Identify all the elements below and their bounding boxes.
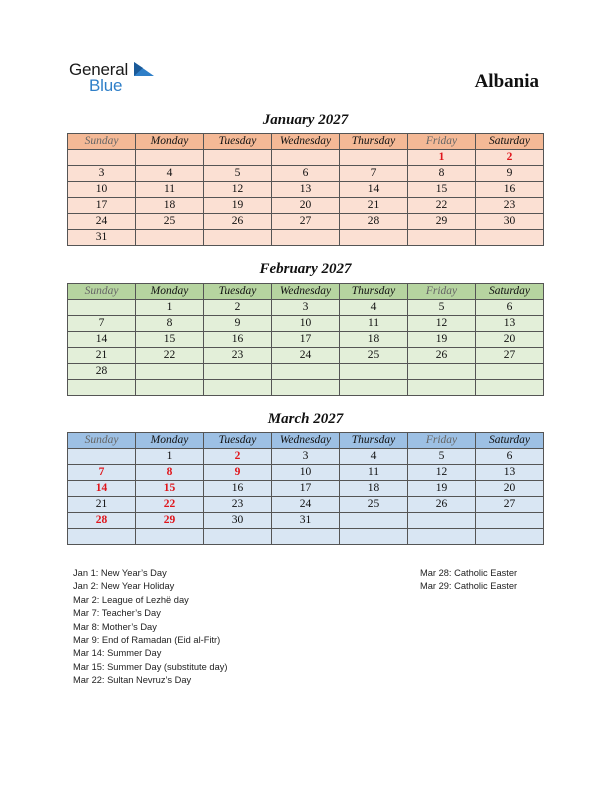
week-row: [68, 465, 544, 481]
week-row: [68, 300, 544, 316]
empty-day-cell: [136, 364, 204, 380]
empty-day-cell: [340, 529, 408, 545]
day-cell: 7: [68, 465, 136, 481]
day-cell: 14: [68, 332, 136, 348]
day-cell: 5: [204, 166, 272, 182]
day-cell: 13: [272, 182, 340, 198]
day-cell: 24: [68, 214, 136, 230]
day-cell: 2: [204, 300, 272, 316]
empty-day-cell: [340, 513, 408, 529]
logo-general-text: General: [69, 60, 129, 79]
day-cell: 6: [272, 166, 340, 182]
logo-blue-text: Blue: [89, 76, 123, 95]
day-cell: 27: [272, 214, 340, 230]
logo-triangle-icon: [134, 62, 154, 76]
day-cell: 25: [136, 214, 204, 230]
day-cell: 27: [476, 348, 544, 364]
day-cell: 18: [340, 481, 408, 497]
day-cell: 18: [340, 332, 408, 348]
empty-day-cell: [204, 230, 272, 246]
empty-day-cell: [408, 513, 476, 529]
day-cell: 11: [340, 465, 408, 481]
day-cell: 20: [476, 481, 544, 497]
empty-day-cell: [68, 150, 136, 166]
week-row: [68, 380, 544, 396]
holiday-item: Mar 22: Sultan Nevruz’s Day: [73, 675, 192, 686]
day-cell: 24: [272, 348, 340, 364]
day-cell: 12: [204, 182, 272, 198]
day-cell: 11: [136, 182, 204, 198]
empty-day-cell: [136, 380, 204, 396]
day-cell: 8: [136, 316, 204, 332]
day-cell: 9: [204, 316, 272, 332]
day-cell: 11: [340, 316, 408, 332]
weekday-header-row: [68, 284, 544, 300]
empty-day-cell: [408, 529, 476, 545]
empty-day-cell: [136, 230, 204, 246]
weekday-sunday: Sunday: [68, 284, 136, 300]
empty-day-cell: [272, 380, 340, 396]
day-cell: 12: [408, 316, 476, 332]
holiday-item: Mar 14: Summer Day: [73, 648, 162, 659]
day-cell: 22: [408, 198, 476, 214]
day-cell: 28: [68, 513, 136, 529]
week-row: [68, 529, 544, 545]
day-cell: 1: [136, 449, 204, 465]
weekday-friday: Friday: [408, 284, 476, 300]
calendar-january: [67, 133, 544, 246]
day-cell: 6: [476, 300, 544, 316]
day-cell: 8: [408, 166, 476, 182]
day-cell: 16: [204, 332, 272, 348]
day-cell: 25: [340, 348, 408, 364]
weekday-header-row: [68, 134, 544, 150]
day-cell: 23: [476, 198, 544, 214]
holiday-item: Mar 7: Teacher’s Day: [73, 608, 161, 619]
holiday-list-right: [420, 567, 517, 594]
day-cell: 15: [136, 332, 204, 348]
day-cell: 2: [204, 449, 272, 465]
empty-day-cell: [68, 449, 136, 465]
day-cell: 6: [476, 449, 544, 465]
day-cell: 15: [136, 481, 204, 497]
week-row: [68, 182, 544, 198]
weekday-sunday: Sunday: [68, 433, 136, 449]
holiday-item: Mar 8: Mother’s Day: [73, 621, 157, 632]
day-cell: 3: [272, 300, 340, 316]
week-row: [68, 214, 544, 230]
day-cell: 14: [68, 481, 136, 497]
day-cell: 4: [136, 166, 204, 182]
day-cell: 13: [476, 465, 544, 481]
day-cell: 15: [408, 182, 476, 198]
weekday-wednesday: Wednesday: [272, 134, 340, 150]
weekday-friday: Friday: [408, 134, 476, 150]
week-row: [68, 481, 544, 497]
week-row: [68, 198, 544, 214]
day-cell: 24: [272, 497, 340, 513]
day-cell: 1: [408, 150, 476, 166]
day-cell: 10: [272, 465, 340, 481]
holiday-item: Mar 2: League of Lezhë day: [73, 594, 189, 605]
empty-day-cell: [340, 380, 408, 396]
calendar-february: [67, 283, 544, 396]
day-cell: 3: [68, 166, 136, 182]
day-cell: 23: [204, 348, 272, 364]
weekday-thursday: Thursday: [340, 284, 408, 300]
month-title-january: January 2027: [262, 112, 349, 128]
day-cell: 22: [136, 497, 204, 513]
day-cell: 29: [408, 214, 476, 230]
day-cell: 19: [204, 198, 272, 214]
empty-day-cell: [204, 364, 272, 380]
day-cell: 28: [340, 214, 408, 230]
day-cell: 19: [408, 481, 476, 497]
day-cell: 14: [340, 182, 408, 198]
empty-day-cell: [408, 380, 476, 396]
week-row: [68, 497, 544, 513]
week-row: [68, 513, 544, 529]
day-cell: 16: [204, 481, 272, 497]
empty-day-cell: [68, 380, 136, 396]
day-cell: 10: [272, 316, 340, 332]
empty-day-cell: [68, 529, 136, 545]
day-cell: 4: [340, 449, 408, 465]
day-cell: 8: [136, 465, 204, 481]
day-cell: 7: [340, 166, 408, 182]
day-cell: 22: [136, 348, 204, 364]
day-cell: 10: [68, 182, 136, 198]
holiday-item: Mar 28: Catholic Easter: [420, 568, 518, 578]
day-cell: 9: [476, 166, 544, 182]
country-title: Albania: [474, 71, 539, 92]
day-cell: 31: [68, 230, 136, 246]
weekday-monday: Monday: [136, 134, 204, 150]
holiday-item: Mar 15: Summer Day (substitute day): [73, 661, 228, 672]
calendar-march: [67, 432, 544, 545]
empty-day-cell: [476, 364, 544, 380]
day-cell: 5: [408, 300, 476, 316]
weekday-thursday: Thursday: [340, 433, 408, 449]
day-cell: 20: [476, 332, 544, 348]
day-cell: 4: [340, 300, 408, 316]
empty-day-cell: [136, 529, 204, 545]
weekday-sunday: Sunday: [68, 134, 136, 150]
day-cell: 27: [476, 497, 544, 513]
weekday-saturday: Saturday: [476, 134, 544, 150]
day-cell: 26: [204, 214, 272, 230]
week-row: [68, 150, 544, 166]
weekday-monday: Monday: [136, 433, 204, 449]
day-cell: 5: [408, 449, 476, 465]
day-cell: 23: [204, 497, 272, 513]
month-title-march: March 2027: [267, 411, 344, 427]
empty-day-cell: [408, 364, 476, 380]
brand-logo: [69, 60, 169, 96]
empty-day-cell: [68, 300, 136, 316]
empty-day-cell: [204, 380, 272, 396]
holiday-item: Mar 9: End of Ramadan (Eid al-Fitr): [73, 635, 221, 646]
day-cell: 17: [272, 481, 340, 497]
day-cell: 29: [136, 513, 204, 529]
day-cell: 31: [272, 513, 340, 529]
holiday-item: Jan 2: New Year Holiday: [73, 581, 175, 592]
day-cell: 30: [204, 513, 272, 529]
empty-day-cell: [476, 529, 544, 545]
empty-day-cell: [476, 230, 544, 246]
weekday-tuesday: Tuesday: [204, 134, 272, 150]
day-cell: 30: [476, 214, 544, 230]
empty-day-cell: [136, 150, 204, 166]
empty-day-cell: [272, 230, 340, 246]
day-cell: 20: [272, 198, 340, 214]
empty-day-cell: [340, 230, 408, 246]
weekday-friday: Friday: [408, 433, 476, 449]
weekday-thursday: Thursday: [340, 134, 408, 150]
week-row: [68, 332, 544, 348]
holiday-item: Jan 1: New Year’s Day: [73, 568, 167, 578]
week-row: [68, 348, 544, 364]
empty-day-cell: [204, 529, 272, 545]
day-cell: 12: [408, 465, 476, 481]
day-cell: 17: [68, 198, 136, 214]
empty-day-cell: [476, 513, 544, 529]
day-cell: 9: [204, 465, 272, 481]
weekday-monday: Monday: [136, 284, 204, 300]
day-cell: 19: [408, 332, 476, 348]
weekday-wednesday: Wednesday: [272, 284, 340, 300]
weekday-saturday: Saturday: [476, 284, 544, 300]
empty-day-cell: [272, 150, 340, 166]
day-cell: 1: [136, 300, 204, 316]
empty-day-cell: [408, 230, 476, 246]
day-cell: 21: [68, 348, 136, 364]
weekday-header-row: [68, 433, 544, 449]
empty-day-cell: [204, 150, 272, 166]
day-cell: 2: [476, 150, 544, 166]
weekday-tuesday: Tuesday: [204, 433, 272, 449]
week-row: [68, 364, 544, 380]
day-cell: 16: [476, 182, 544, 198]
month-title-february: February 2027: [259, 261, 352, 277]
holiday-list-left: [73, 567, 227, 688]
day-cell: 21: [340, 198, 408, 214]
week-row: [68, 449, 544, 465]
weekday-wednesday: Wednesday: [272, 433, 340, 449]
day-cell: 26: [408, 497, 476, 513]
day-cell: 26: [408, 348, 476, 364]
day-cell: 7: [68, 316, 136, 332]
empty-day-cell: [272, 529, 340, 545]
day-cell: 28: [68, 364, 136, 380]
day-cell: 25: [340, 497, 408, 513]
day-cell: 17: [272, 332, 340, 348]
day-cell: 3: [272, 449, 340, 465]
day-cell: 18: [136, 198, 204, 214]
week-row: [68, 166, 544, 182]
empty-day-cell: [476, 380, 544, 396]
weekday-tuesday: Tuesday: [204, 284, 272, 300]
empty-day-cell: [340, 150, 408, 166]
empty-day-cell: [340, 364, 408, 380]
weekday-saturday: Saturday: [476, 433, 544, 449]
holiday-item: Mar 29: Catholic Easter: [420, 581, 518, 592]
empty-day-cell: [272, 364, 340, 380]
week-row: [68, 316, 544, 332]
day-cell: 21: [68, 497, 136, 513]
week-row: [68, 230, 544, 246]
day-cell: 13: [476, 316, 544, 332]
